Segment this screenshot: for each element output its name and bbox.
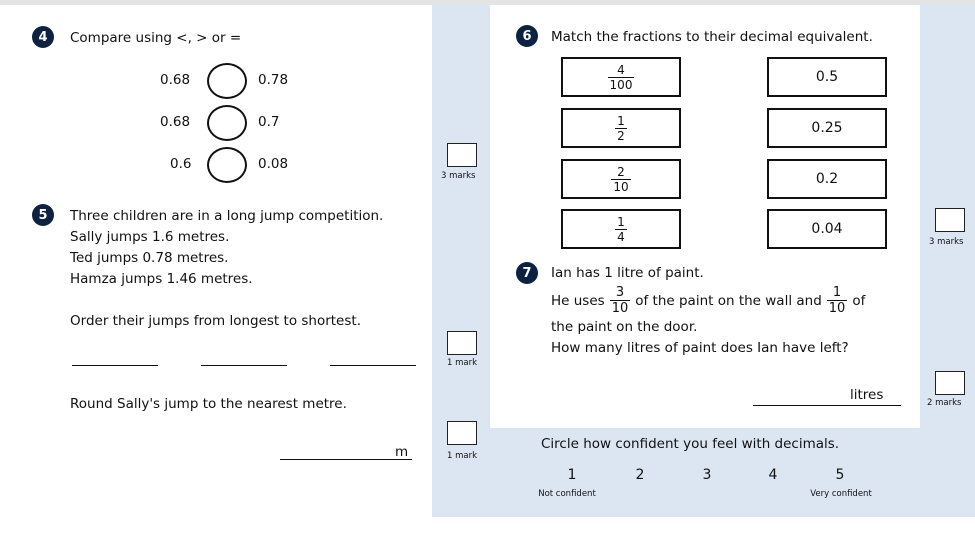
confidence-title: Circle how confident you feel with decimals.	[541, 436, 840, 452]
q6-fraction-4: $\frac{1}{4}$	[617, 214, 625, 244]
q5-line-ted: Ted jumps 0.78 metres.	[70, 250, 229, 266]
q4-row2-right: 0.7	[258, 114, 280, 130]
q7-badge: 7	[516, 262, 538, 284]
q7-uses-b: of the paint on the wall and	[635, 292, 822, 309]
confidence-option-2[interactable]: 2	[635, 467, 645, 483]
q6-badge: 6	[516, 25, 538, 47]
q4-row3-right: 0.08	[258, 156, 289, 172]
q6-decimal-box-2[interactable]	[767, 108, 887, 148]
q5-badge: 5	[32, 204, 54, 226]
q6-decimal-box-1[interactable]	[767, 57, 887, 97]
q5-round-marks-label: 1 mark	[447, 451, 478, 461]
q7-uses-a: He uses	[551, 292, 605, 309]
q7-line2	[551, 286, 865, 315]
q6-mark-box[interactable]	[935, 208, 965, 232]
q7-answer-line[interactable]	[753, 405, 901, 406]
confidence-option-3[interactable]: 3	[702, 467, 712, 483]
q4-row2-answer-circle[interactable]	[207, 105, 247, 141]
q4-title: Compare using <, > or =	[70, 30, 242, 46]
q7-mark-box[interactable]	[935, 371, 965, 395]
q7-line4: How many litres of paint does Ian have left?	[551, 340, 849, 356]
q5-order-answer-1[interactable]	[72, 365, 158, 366]
q6-fraction-box-3[interactable]	[561, 159, 681, 199]
q6-marks-label: 3 marks	[929, 237, 964, 247]
q5-order-mark-box[interactable]	[447, 331, 477, 355]
q4-marks-label: 3 marks	[441, 171, 476, 181]
q6-fraction-1: $\frac{4}{100}$	[609, 62, 633, 92]
q5-line-hamza: Hamza jumps 1.46 metres.	[70, 271, 253, 287]
q6-title: Match the fractions to their decimal equivalent.	[551, 29, 873, 45]
q4-badge: 4	[32, 26, 54, 48]
q7-marks-label: 2 marks	[927, 398, 962, 408]
q7-fraction-door: $\frac{1}{10}$	[828, 285, 846, 316]
q5-order-prompt: Order their jumps from longest to shortest.	[70, 313, 361, 329]
q4-row3-answer-circle[interactable]	[207, 147, 247, 183]
q4-row2-left: 0.68	[160, 114, 191, 130]
q6-fraction-box-2[interactable]	[561, 108, 681, 148]
q5-round-unit: m	[395, 444, 409, 460]
q5-round-answer-line[interactable]	[280, 459, 412, 460]
q5-line-sally: Sally jumps 1.6 metres.	[70, 229, 230, 245]
q6-decimal-1: 0.5	[815, 69, 839, 85]
confidence-option-5[interactable]: 5	[835, 467, 845, 483]
q6-fraction-box-4[interactable]	[561, 209, 681, 249]
q4-row1-right: 0.78	[258, 72, 289, 88]
confidence-high-label: Very confident	[810, 489, 872, 499]
confidence-option-1[interactable]: 1	[567, 467, 577, 483]
q6-fraction-2: $\frac{1}{2}$	[617, 113, 625, 143]
q6-decimal-4: 0.04	[811, 221, 843, 237]
confidence-option-4[interactable]: 4	[768, 467, 778, 483]
q6-decimal-box-4[interactable]	[767, 209, 887, 249]
q5-round-prompt: Round Sally's jump to the nearest metre.	[70, 396, 347, 412]
q5-order-answer-3[interactable]	[330, 365, 416, 366]
q6-fraction-box-1[interactable]	[561, 57, 681, 97]
q7-uses-c: of	[852, 292, 866, 309]
q6-decimal-3: 0.2	[815, 171, 839, 187]
q5-intro: Three children are in a long jump competition.	[70, 208, 384, 224]
q7-line3: the paint on the door.	[551, 319, 698, 335]
q7-line1: Ian has 1 litre of paint.	[551, 265, 704, 281]
q6-decimal-2: 0.25	[811, 120, 843, 136]
confidence-low-label: Not confident	[538, 489, 596, 499]
q5-order-marks-label: 1 mark	[447, 358, 478, 368]
q4-row1-left: 0.68	[160, 72, 191, 88]
q5-order-answer-2[interactable]	[201, 365, 287, 366]
q6-fraction-3: $\frac{2}{10}$	[613, 164, 629, 194]
q4-row1-answer-circle[interactable]	[207, 63, 247, 99]
q5-round-mark-box[interactable]	[447, 421, 477, 445]
q6-decimal-box-3[interactable]	[767, 159, 887, 199]
q4-mark-box[interactable]	[447, 143, 477, 167]
q7-unit: litres	[850, 387, 884, 403]
q4-row3-left: 0.6	[170, 156, 192, 172]
q7-fraction-wall: $\frac{3}{10}$	[611, 285, 629, 316]
